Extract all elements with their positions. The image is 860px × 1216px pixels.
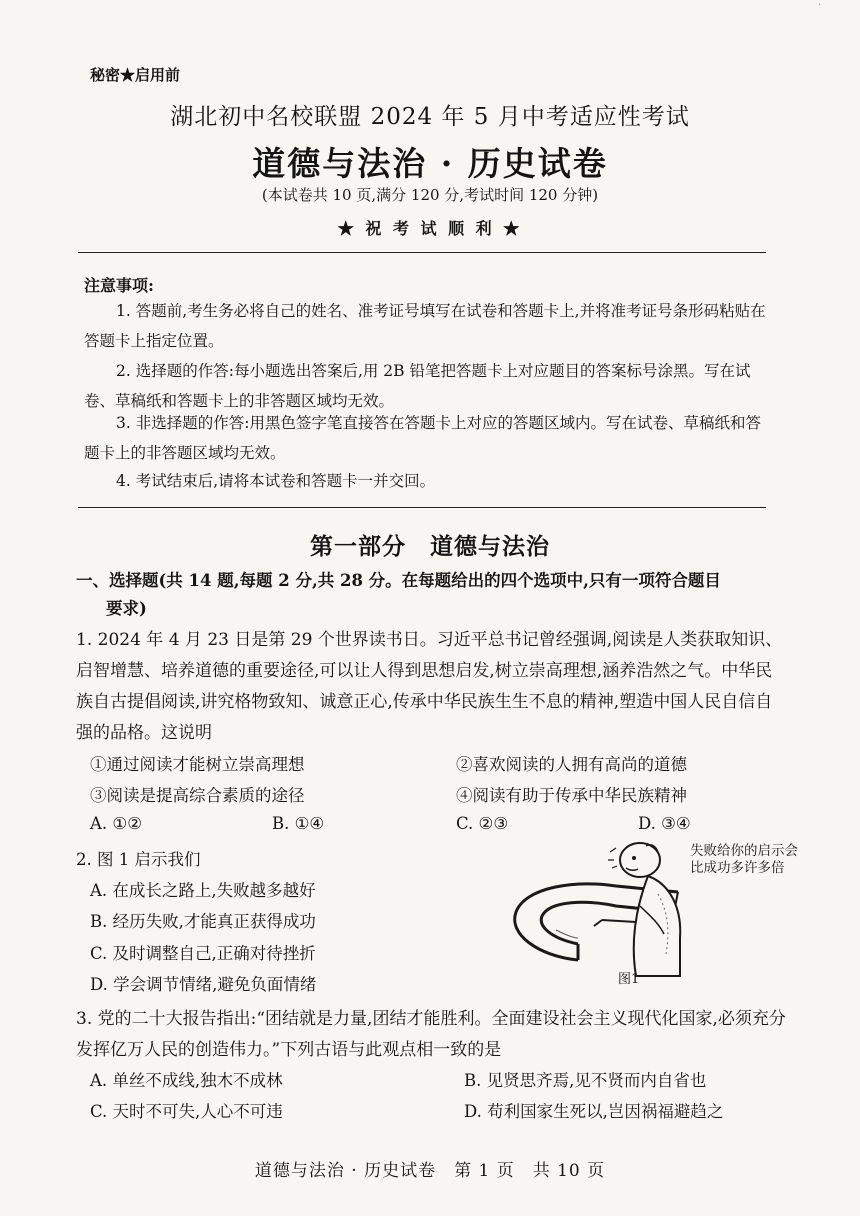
man-head [620, 843, 660, 877]
question-2-stem: 2. 图 1 启示我们 [76, 850, 201, 869]
q2-option-a: A. 在成长之路上,失败越多越好 [90, 881, 316, 900]
top-secret-label: 秘密★启用前 [90, 66, 181, 84]
q1-statement: ④阅读有助于传承中华民族精神 [456, 786, 687, 805]
q1-option-b: B. ①④ [272, 814, 325, 833]
exam-info: (本试卷共 10 页,满分 120 分,考试时间 120 分钟) [261, 186, 599, 204]
divider-bottom [78, 507, 766, 508]
note-item: 1. 答题前,考生务必将自己的姓名、准考证号填写在试卷和答题卡上,并将准考证号条形码粘贴在答题卡上指定位置。 [84, 302, 766, 350]
q3-option-a: A. 单丝不成线,独木不成林 [90, 1071, 283, 1090]
question-3-stem: 3. 党的二十大报告指出:“团结就是力量,团结才能胜利。全面建设社会主义现代化国家,必须充分发挥亿万人民的创造伟力。”下列古语与此观点相一致的是 [76, 1009, 786, 1060]
notes-title: 注意事项: [84, 276, 154, 295]
note-item: 2. 选择题的作答:每小题选出答案后,用 2B 铅笔把答题卡上对应题目的答案标号涂黑。写在试卷、草稿纸和答题卡上的非答题区域均无效。 [84, 362, 751, 410]
exam-title: 湖北初中名校联盟 2024 年 5 月中考适应性考试 [170, 104, 690, 130]
part-title: 第一部分 道德与法治 [310, 533, 550, 560]
section-instructions: 一、选择题(共 14 题,每题 2 分,共 28 分。在每题给出的四个选项中,只有一项符合题目 要求) [76, 571, 721, 618]
subject-title: 道德与法治 · 历史试卷 [252, 144, 608, 183]
q1-statement: ①通过阅读才能树立崇高理想 [90, 755, 305, 774]
figure-1-label: 图1 [618, 972, 640, 987]
note-item: 3. 非选择题的作答:用黑色签字笔直接答在答题卡上对应的答题区域内。写在试卷、草稿纸和答题卡上的非答题区域均无效。 [84, 414, 761, 462]
corner-mark: · [818, 0, 822, 11]
q1-option-c: C. ②③ [456, 814, 509, 833]
q2-option-c: C. 及时调整自己,正确对待挫折 [90, 944, 316, 963]
q2-option-d: D. 学会调节情绪,避免负面情绪 [90, 975, 317, 994]
q1-option-d: D. ③④ [638, 814, 691, 833]
question-1-stem: 1. 2024 年 4 月 23 日是第 29 个世界读书日。习近平总书记曾经强调,阅读是人类获取知识、启智增慧、培养道德的重要途径,可以让人得到思想启发,树立崇高理想,涵养浩然之气。中华民族自古提倡阅读,讲究格物致知、诚意正心,传承中华民族生生不息的精神,塑造中国人民自信自强的品格。这说明 [76, 630, 783, 743]
divider-top [78, 252, 766, 253]
q3-option-d: D. 苟利国家生死以,岂因祸福避趋之 [464, 1102, 724, 1121]
q3-option-b: B. 见贤思齐焉,见不贤而内自省也 [464, 1071, 707, 1090]
good-luck: ★ 祝 考 试 顺 利 ★ [337, 219, 523, 238]
page-footer: 道德与法治 · 历史试卷 第 1 页 共 10 页 [254, 1161, 606, 1181]
figure-1-caption: 失败给你的启示会比成功多许多倍 [690, 843, 798, 876]
q2-option-b: B. 经历失败,才能真正获得成功 [90, 912, 316, 931]
q1-statement: ②喜欢阅读的人拥有高尚的道德 [456, 755, 687, 774]
q3-option-c: C. 天时不可失,人心不可违 [90, 1102, 283, 1121]
q1-option-a: A. ①② [90, 814, 142, 833]
note-item: 4. 考试结束后,请将本试卷和答题卡一并交回。 [116, 472, 436, 490]
q1-statement: ③阅读是提高综合素质的途径 [90, 786, 305, 805]
